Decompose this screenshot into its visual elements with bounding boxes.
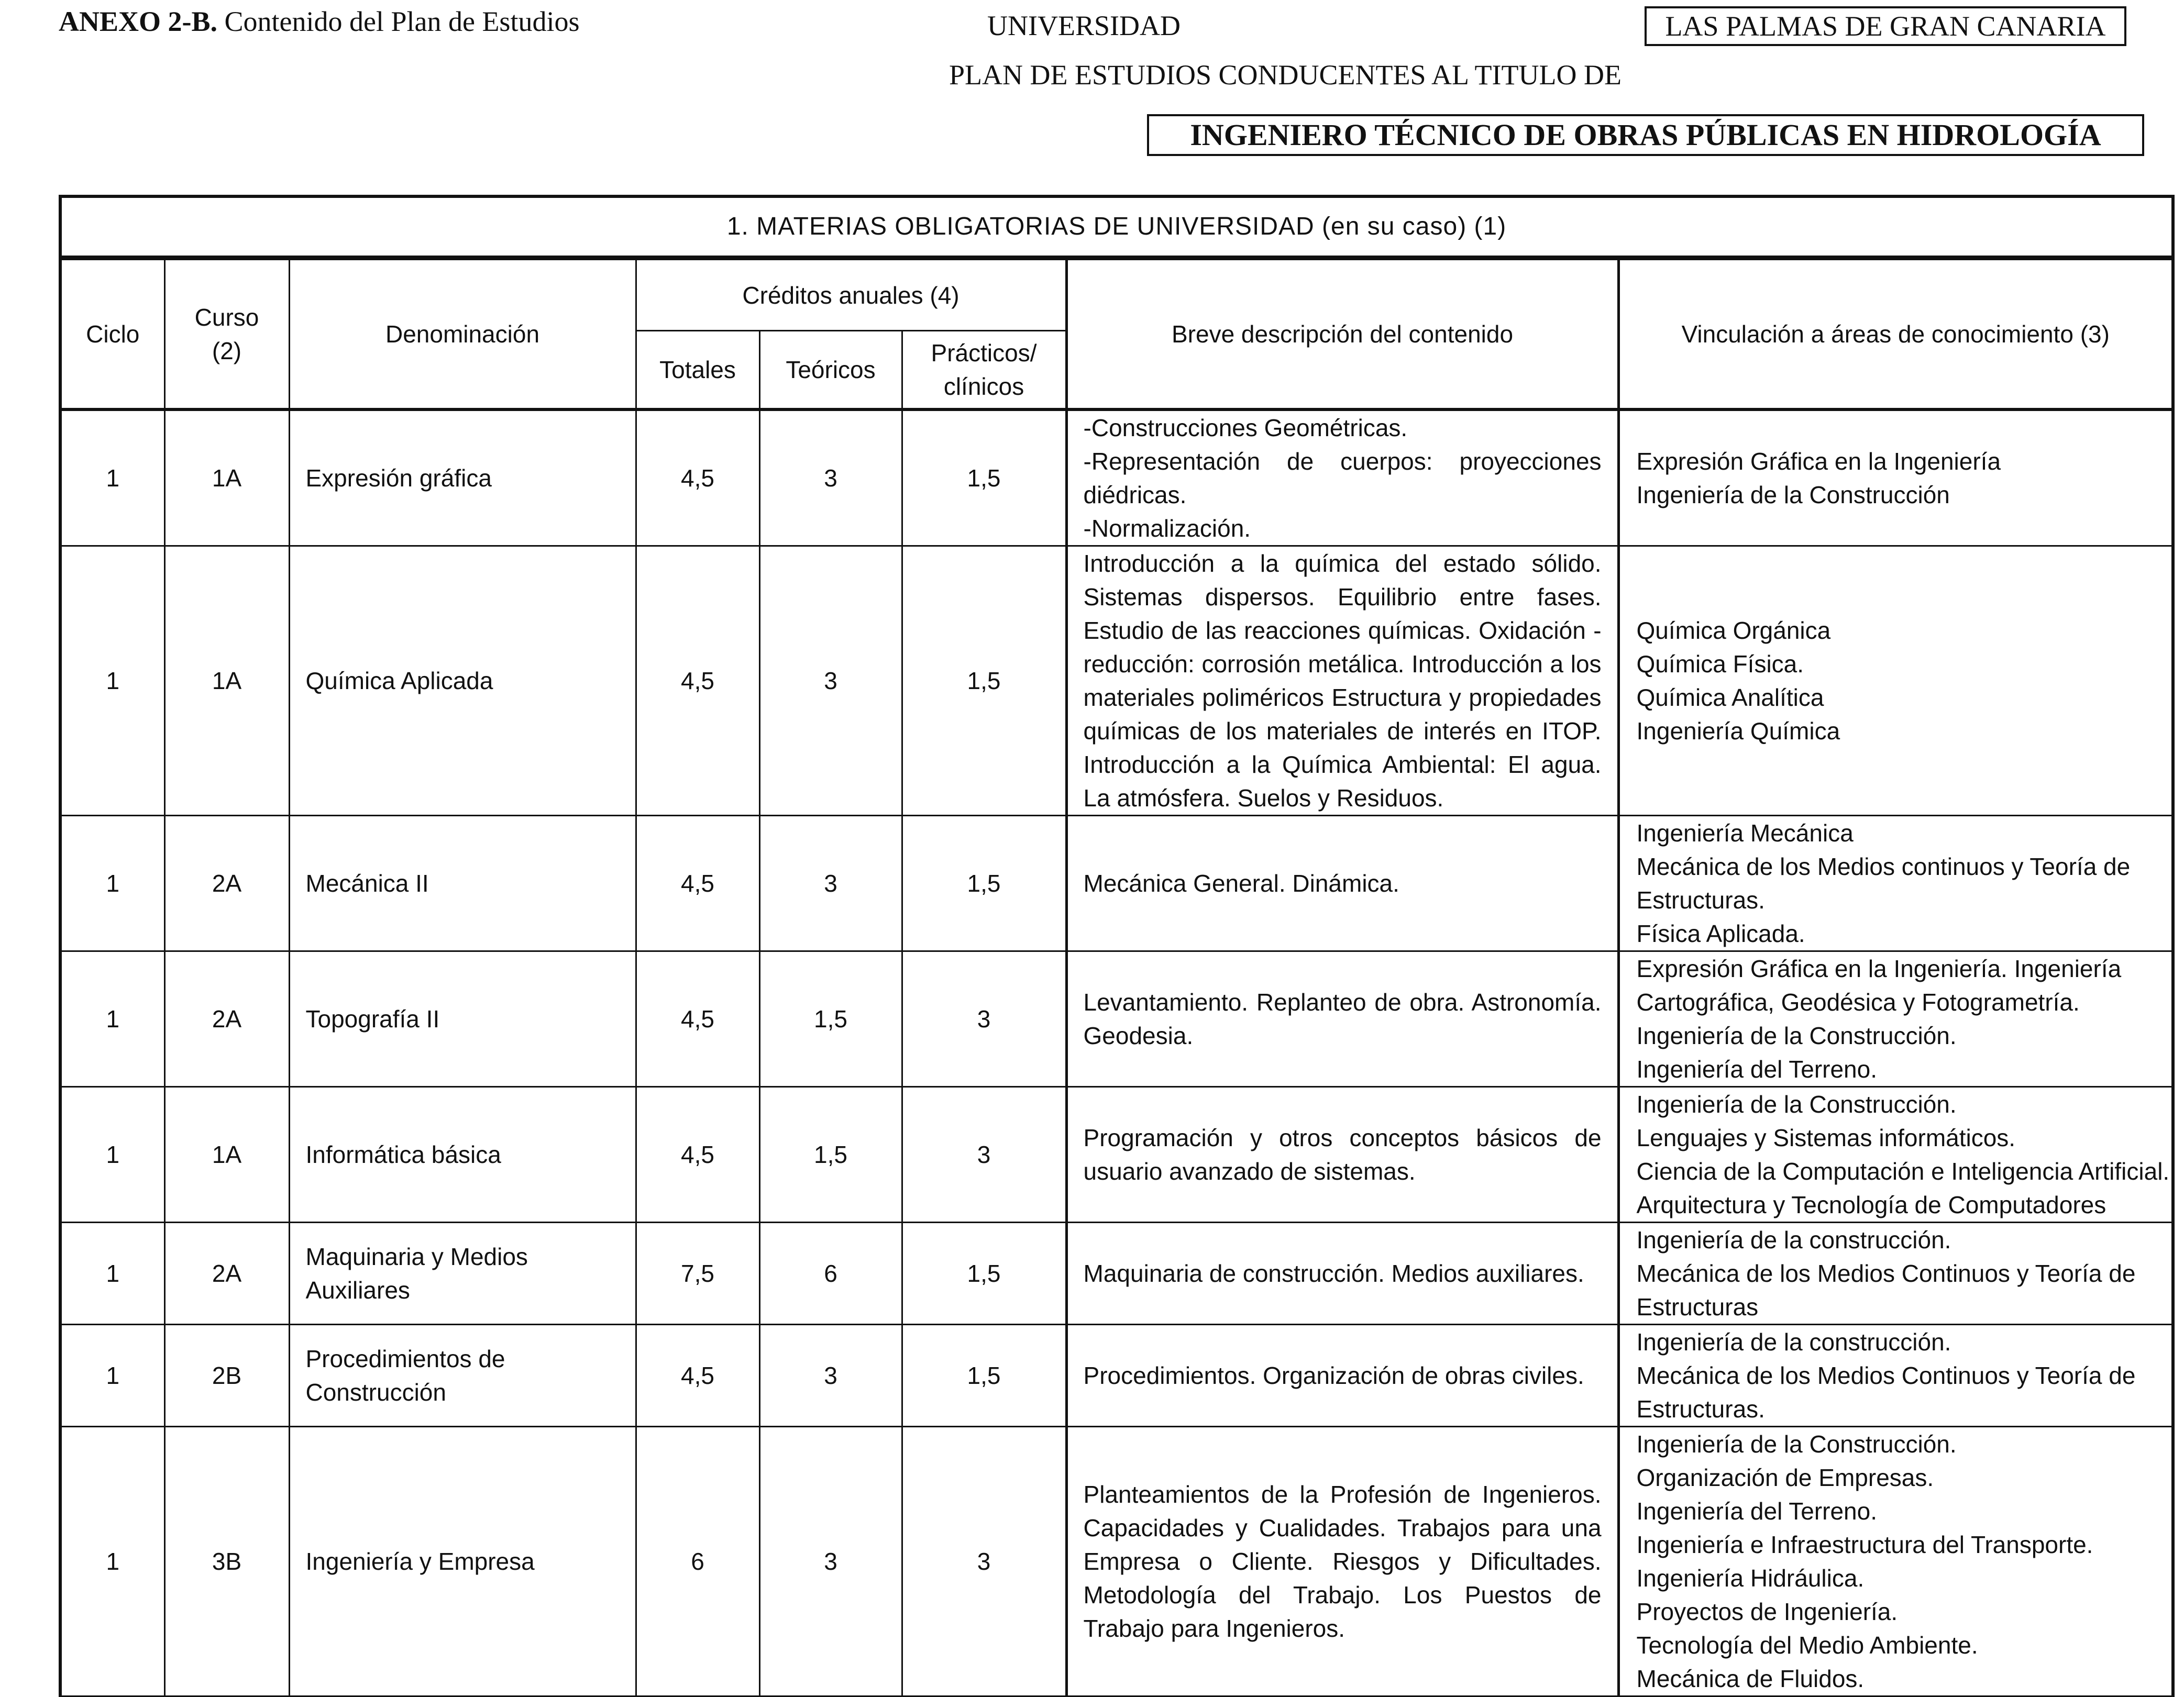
annex-heading bbox=[59, 5, 579, 38]
cell-teoricos: 3 bbox=[759, 409, 902, 546]
table-row bbox=[62, 1426, 2171, 1696]
cell-practicos: 1,5 bbox=[902, 1222, 1066, 1324]
section-title: 1. MATERIAS OBLIGATORIAS DE UNIVERSIDAD (en su caso) (1) bbox=[62, 198, 2171, 259]
cell-areas bbox=[1618, 1426, 2171, 1696]
cell-areas bbox=[1618, 1222, 2171, 1324]
cell-denominacion: Maquinaria y Medios Auxiliares bbox=[289, 1222, 636, 1324]
cell-curso: 2A bbox=[164, 951, 289, 1086]
area-line: Proyectos de Ingeniería. bbox=[1636, 1598, 1898, 1625]
table-row bbox=[62, 546, 2171, 815]
col-header-denominacion: Denominación bbox=[289, 260, 636, 409]
area-line: Ingeniería Hidráulica. bbox=[1636, 1564, 1865, 1592]
area-line: Tecnología del Medio Ambiente. bbox=[1636, 1631, 1978, 1659]
cell-totales: 4,5 bbox=[636, 951, 759, 1086]
cell-practicos: 1,5 bbox=[902, 1324, 1066, 1426]
area-line: Expresión Gráfica en la Ingeniería. Ingeniería Cartográfica, Geodésica y Fotogrametría. bbox=[1636, 955, 2122, 1016]
col-header-creditos: Créditos anuales (4) bbox=[636, 260, 1066, 331]
cell-areas bbox=[1618, 951, 2171, 1086]
cell-teoricos: 1,5 bbox=[759, 1086, 902, 1222]
plan-title-line: PLAN DE ESTUDIOS CONDUCENTES AL TITULO DE bbox=[949, 59, 1622, 91]
cell-ciclo: 1 bbox=[62, 546, 164, 815]
cell-teoricos: 6 bbox=[759, 1222, 902, 1324]
annex-number: ANEXO 2-B. bbox=[59, 6, 218, 37]
cell-teoricos: 3 bbox=[759, 1324, 902, 1426]
subjects-table bbox=[62, 259, 2171, 1697]
cell-denominacion: Química Aplicada bbox=[289, 546, 636, 815]
area-line: Organización de Empresas. bbox=[1636, 1463, 1934, 1491]
area-line: Ciencia de la Computación e Inteligencia Artificial. bbox=[1636, 1157, 2170, 1185]
cell-totales: 7,5 bbox=[636, 1222, 759, 1324]
subjects-table-frame bbox=[59, 195, 2175, 1697]
col-header-descripcion: Breve descripción del contenido bbox=[1066, 260, 1618, 409]
area-line: Lenguajes y Sistemas informáticos. bbox=[1636, 1124, 2016, 1151]
cell-denominacion: Topografía II bbox=[289, 951, 636, 1086]
descripcion-line: Procedimientos. Organización de obras civiles. bbox=[1083, 1361, 1584, 1389]
cell-areas bbox=[1618, 1324, 2171, 1426]
cell-descripcion bbox=[1066, 815, 1618, 951]
cell-areas bbox=[1618, 815, 2171, 951]
cell-descripcion bbox=[1066, 1222, 1618, 1324]
university-label: UNIVERSIDAD bbox=[987, 10, 1181, 41]
table-row bbox=[62, 815, 2171, 951]
cell-practicos: 1,5 bbox=[902, 409, 1066, 546]
cell-curso: 3B bbox=[164, 1426, 289, 1696]
cell-totales: 4,5 bbox=[636, 1086, 759, 1222]
col-header-totales: Totales bbox=[636, 331, 759, 409]
col-header-teoricos: Teóricos bbox=[759, 331, 902, 409]
cell-teoricos: 3 bbox=[759, 546, 902, 815]
cell-curso: 1A bbox=[164, 546, 289, 815]
cell-areas bbox=[1618, 409, 2171, 546]
cell-descripcion bbox=[1066, 409, 1618, 546]
col-header-ciclo: Ciclo bbox=[62, 260, 164, 409]
cell-practicos: 1,5 bbox=[902, 546, 1066, 815]
descripcion-line: Mecánica General. Dinámica. bbox=[1083, 869, 1399, 897]
col-header-practicos: Prácticos/ clínicos bbox=[902, 331, 1066, 409]
cell-teoricos: 3 bbox=[759, 815, 902, 951]
descripcion-line: -Construcciones Geométricas. bbox=[1083, 414, 1408, 441]
area-line: Química Física. bbox=[1636, 650, 1804, 678]
cell-teoricos: 1,5 bbox=[759, 951, 902, 1086]
descripcion-line: Programación y otros conceptos básicos de usuario avanzado de sistemas. bbox=[1083, 1124, 1602, 1185]
descripcion-line: Introducción a la química del estado sólido. Sistemas dispersos. Equilibrio entre fases. Estudio de las reacciones químicas. Oxidación - reducción: corrosión metálica. Introducción a los materiales poliméricos Estructura y propiedades químicas de los materiales de interés en ITOP. Introducción a la Química Ambiental: El agua. La atmósfera. Suelos y Residuos. bbox=[1083, 549, 1602, 812]
cell-practicos: 3 bbox=[902, 1426, 1066, 1696]
university-name-box: LAS PALMAS DE GRAN CANARIA bbox=[1645, 6, 2126, 46]
cell-curso: 1A bbox=[164, 1086, 289, 1222]
table-row bbox=[62, 951, 2171, 1086]
cell-descripcion bbox=[1066, 546, 1618, 815]
cell-denominacion: Expresión gráfica bbox=[289, 409, 636, 546]
area-line: Ingeniería de la construcción. bbox=[1636, 1328, 1951, 1356]
descripcion-line: Planteamientos de la Profesión de Ingenieros. Capacidades y Cualidades. Trabajos para una Empresa o Cliente. Riesgos y Dificultades. Metodología del Trabajo. Los Puestos de Trabajo para Ingenieros. bbox=[1083, 1480, 1602, 1642]
area-line: Física Aplicada. bbox=[1636, 919, 1805, 947]
cell-denominacion: Informática básica bbox=[289, 1086, 636, 1222]
area-line: Mecánica de Fluidos. bbox=[1636, 1665, 1865, 1692]
descripcion-line: Levantamiento. Replanteo de obra. Astronomía. Geodesia. bbox=[1083, 988, 1602, 1049]
area-line: Química Analítica bbox=[1636, 683, 1824, 711]
area-line: Ingeniería de la Construcción. bbox=[1636, 1090, 1957, 1118]
cell-curso: 1A bbox=[164, 409, 289, 546]
cell-practicos: 1,5 bbox=[902, 815, 1066, 951]
cell-totales: 4,5 bbox=[636, 546, 759, 815]
cell-totales: 4,5 bbox=[636, 409, 759, 546]
cell-denominacion: Ingeniería y Empresa bbox=[289, 1426, 636, 1696]
cell-areas bbox=[1618, 546, 2171, 815]
cell-descripcion bbox=[1066, 1426, 1618, 1696]
cell-totales: 4,5 bbox=[636, 815, 759, 951]
area-line: Ingeniería de la Construcción. bbox=[1636, 1430, 1957, 1458]
area-line: Mecánica de los Medios Continuos y Teoría de Estructuras bbox=[1636, 1259, 2136, 1321]
area-line: Ingeniería del Terreno. bbox=[1636, 1497, 1877, 1525]
area-line: Ingeniería e Infraestructura del Transporte. bbox=[1636, 1530, 2093, 1558]
cell-ciclo: 1 bbox=[62, 1324, 164, 1426]
cell-denominacion: Procedimientos de Construcción bbox=[289, 1324, 636, 1426]
area-line: Arquitectura y Tecnología de Computadores bbox=[1636, 1191, 2106, 1218]
area-line: Química Orgánica bbox=[1636, 616, 1831, 644]
cell-denominacion: Mecánica II bbox=[289, 815, 636, 951]
cell-ciclo: 1 bbox=[62, 815, 164, 951]
area-line: Expresión Gráfica en la Ingeniería bbox=[1636, 447, 2001, 475]
degree-title-box: INGENIERO TÉCNICO DE OBRAS PÚBLICAS EN HIDROLOGÍA bbox=[1147, 114, 2144, 156]
cell-areas bbox=[1618, 1086, 2171, 1222]
area-line: Ingeniería de la Construcción. bbox=[1636, 1022, 1957, 1049]
table-row bbox=[62, 1086, 2171, 1222]
cell-curso: 2A bbox=[164, 815, 289, 951]
descripcion-line: -Normalización. bbox=[1083, 514, 1251, 542]
descripcion-line: -Representación de cuerpos: proyecciones diédricas. bbox=[1083, 447, 1602, 508]
area-line: Ingeniería del Terreno. bbox=[1636, 1055, 1877, 1083]
cell-descripcion bbox=[1066, 1086, 1618, 1222]
annex-subtitle: Contenido del Plan de Estudios bbox=[217, 6, 580, 37]
cell-totales: 4,5 bbox=[636, 1324, 759, 1426]
col-header-curso: Curso (2) bbox=[164, 260, 289, 409]
cell-curso: 2A bbox=[164, 1222, 289, 1324]
table-row bbox=[62, 409, 2171, 546]
cell-ciclo: 1 bbox=[62, 1086, 164, 1222]
table-row bbox=[62, 1324, 2171, 1426]
cell-descripcion bbox=[1066, 951, 1618, 1086]
area-line: Ingeniería Química bbox=[1636, 717, 1840, 745]
cell-curso: 2B bbox=[164, 1324, 289, 1426]
cell-ciclo: 1 bbox=[62, 1426, 164, 1696]
descripcion-line: Maquinaria de construcción. Medios auxiliares. bbox=[1083, 1259, 1584, 1287]
cell-totales: 6 bbox=[636, 1426, 759, 1696]
area-line: Mecánica de los Medios Continuos y Teoría de Estructuras. bbox=[1636, 1361, 2136, 1423]
cell-ciclo: 1 bbox=[62, 951, 164, 1086]
area-line: Ingeniería de la construcción. bbox=[1636, 1226, 1951, 1254]
cell-ciclo: 1 bbox=[62, 1222, 164, 1324]
area-line: Mecánica de los Medios continuos y Teoría de Estructuras. bbox=[1636, 852, 2131, 914]
cell-practicos: 3 bbox=[902, 1086, 1066, 1222]
cell-ciclo: 1 bbox=[62, 409, 164, 546]
cell-practicos: 3 bbox=[902, 951, 1066, 1086]
table-row bbox=[62, 1222, 2171, 1324]
col-header-vinculacion: Vinculación a áreas de conocimiento (3) bbox=[1618, 260, 2171, 409]
area-line: Ingeniería de la Construcción bbox=[1636, 481, 1950, 508]
area-line: Ingeniería Mecánica bbox=[1636, 819, 1854, 847]
cell-descripcion bbox=[1066, 1324, 1618, 1426]
cell-teoricos: 3 bbox=[759, 1426, 902, 1696]
